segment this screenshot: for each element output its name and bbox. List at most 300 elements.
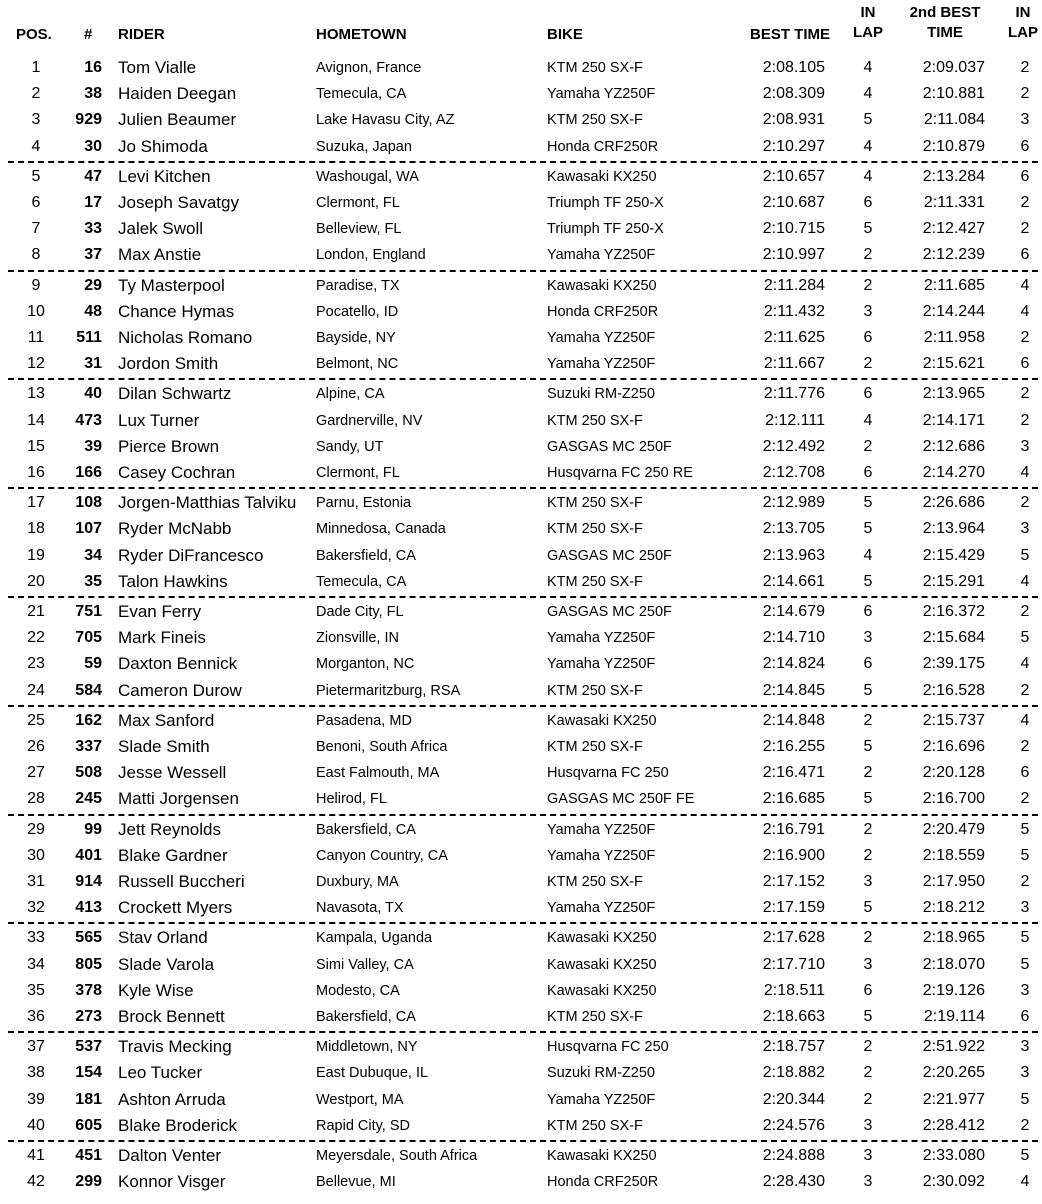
- cell-best-time: 2:13.705: [762, 520, 825, 538]
- cell-in-lap: 5: [863, 220, 873, 238]
- cell-hometown: Benoni, South Africa: [316, 738, 448, 755]
- cell-hometown: Temecula, CA: [316, 86, 407, 103]
- group-divider: [8, 378, 1038, 380]
- cell-bike: Yamaha YZ250F: [547, 847, 656, 864]
- cell-best-time: 2:24.888: [762, 1147, 825, 1164]
- cell-in-lap: 2: [863, 1038, 873, 1056]
- cell-number: 337: [75, 737, 102, 755]
- cell-in-lap: 2: [863, 246, 873, 264]
- cell-hometown: Pietermaritzburg, RSA: [316, 682, 461, 699]
- cell-number: 508: [75, 764, 102, 782]
- cell-rider: Nicholas Romano: [118, 327, 253, 347]
- table-row: [0, 708, 1042, 734]
- cell-second-in-lap: 3: [1020, 1038, 1030, 1056]
- group-divider: [8, 270, 1038, 272]
- cell-position: 26: [27, 737, 45, 755]
- cell-second-in-lap: 5: [1020, 629, 1030, 647]
- table-row: [0, 408, 1042, 434]
- cell-bike: KTM 250 SX-F: [547, 60, 643, 76]
- table-row: [0, 817, 1042, 843]
- table-row: [0, 460, 1042, 486]
- cell-number: 166: [75, 463, 102, 481]
- cell-second-in-lap: 2: [1020, 790, 1030, 808]
- cell-second-in-lap: 4: [1020, 302, 1030, 320]
- cell-rider: Tom Vialle: [118, 58, 197, 77]
- cell-second-best-time: 2:13.964: [922, 520, 985, 538]
- cell-position: 23: [27, 655, 45, 673]
- cell-best-time: 2:18.757: [762, 1038, 825, 1056]
- cell-hometown: Belleview, FL: [316, 221, 402, 238]
- cell-number: 299: [75, 1173, 102, 1191]
- cell-in-lap: 4: [863, 85, 873, 103]
- cell-best-time: 2:17.152: [762, 872, 825, 890]
- cell-in-lap: 3: [863, 872, 873, 890]
- cell-rider: Haiden Deegan: [118, 84, 237, 104]
- cell-hometown: Canyon Country, CA: [316, 847, 448, 864]
- cell-in-lap: 5: [863, 520, 873, 538]
- table-row: [0, 273, 1042, 299]
- cell-number: 245: [75, 790, 102, 808]
- cell-hometown: Bakersfield, CA: [316, 821, 416, 838]
- cell-second-in-lap: 3: [1020, 520, 1030, 538]
- cell-second-best-time: 2:11.685: [923, 276, 985, 294]
- cell-number: 565: [75, 929, 102, 947]
- cell-second-best-time: 2:13.284: [922, 167, 985, 185]
- cell-rider: Ryder McNabb: [118, 519, 232, 539]
- cell-second-best-time: 2:18.070: [922, 955, 985, 973]
- table-row: [0, 1143, 1042, 1169]
- cell-second-in-lap: 2: [1020, 328, 1030, 346]
- cell-rider: Levi Kitchen: [118, 166, 211, 186]
- cell-rider: Pierce Brown: [118, 436, 220, 456]
- table-row: [0, 543, 1042, 569]
- group-divider: [8, 1140, 1038, 1142]
- cell-best-time: 2:17.710: [762, 955, 825, 973]
- cell-rider: Jordon Smith: [118, 354, 219, 374]
- cell-bike: Suzuki RM-Z250: [547, 1065, 655, 1082]
- cell-position: 27: [27, 764, 45, 782]
- cell-best-time: 2:10.687: [762, 193, 825, 211]
- cell-number: 511: [76, 328, 102, 346]
- cell-best-time: 2:10.297: [762, 137, 825, 155]
- row-group: [0, 817, 1042, 922]
- cell-second-best-time: 2:28.412: [922, 1116, 985, 1134]
- cell-in-lap: 2: [863, 929, 873, 947]
- cell-hometown: Duxbury, MA: [316, 873, 399, 890]
- cell-best-time: 2:16.900: [762, 846, 825, 864]
- cell-number: 30: [84, 137, 102, 155]
- cell-rider: Jo Shimoda: [118, 136, 208, 156]
- cell-bike: Kawasaki KX250: [547, 712, 657, 729]
- cell-hometown: Gardnerville, NV: [316, 412, 423, 429]
- cell-second-best-time: 2:10.879: [922, 137, 985, 155]
- cell-bike: GASGAS MC 250F: [547, 438, 672, 455]
- cell-bike: KTM 250 SX-F: [547, 738, 643, 755]
- cell-in-lap: 6: [863, 328, 873, 346]
- cell-second-best-time: 2:51.922: [922, 1038, 985, 1056]
- cell-bike: KTM 250 SX-F: [547, 495, 643, 512]
- cell-in-lap: 6: [863, 655, 873, 673]
- cell-hometown: Bayside, NY: [316, 329, 396, 346]
- cell-position: 42: [27, 1173, 45, 1191]
- cell-number: 451: [75, 1147, 102, 1164]
- cell-rider: Talon Hawkins: [118, 571, 228, 591]
- header-rider: RIDER: [118, 26, 165, 43]
- cell-in-lap: 5: [863, 1007, 873, 1025]
- cell-second-in-lap: 4: [1020, 655, 1030, 673]
- cell-rider: Julien Beaumer: [118, 110, 237, 130]
- cell-rider: Konnor Visger: [118, 1172, 226, 1192]
- cell-in-lap: 4: [863, 411, 873, 429]
- cell-number: 99: [84, 820, 102, 838]
- cell-bike: Yamaha YZ250F: [547, 1091, 656, 1108]
- row-group: [0, 55, 1042, 160]
- cell-second-best-time: 2:17.950: [922, 872, 985, 890]
- table-row: [0, 734, 1042, 760]
- group-divider: [8, 161, 1038, 163]
- table-row: [0, 1087, 1042, 1113]
- cell-in-lap: 2: [863, 276, 873, 294]
- table-row: [0, 325, 1042, 351]
- cell-hometown: Bakersfield, CA: [316, 1008, 416, 1025]
- table-row: [0, 1004, 1042, 1030]
- cell-hometown: Zionsville, IN: [316, 630, 399, 647]
- cell-rider: Brock Bennett: [118, 1006, 225, 1026]
- cell-bike: Yamaha YZ250F: [547, 356, 656, 373]
- table-row: [0, 216, 1042, 242]
- cell-rider: Casey Cochran: [118, 462, 236, 482]
- header-in-lap-1-top: IN: [860, 4, 876, 21]
- cell-best-time: 2:18.511: [763, 981, 825, 999]
- table-row: [0, 599, 1042, 625]
- cell-second-best-time: 2:14.171: [922, 411, 985, 429]
- cell-second-best-time: 2:30.092: [922, 1173, 985, 1191]
- cell-best-time: 2:18.882: [762, 1064, 825, 1082]
- cell-rider: Ryder DiFrancesco: [118, 545, 264, 565]
- cell-in-lap: 5: [863, 737, 873, 755]
- cell-in-lap: 6: [863, 981, 873, 999]
- cell-number: 107: [75, 520, 102, 538]
- cell-bike: Honda CRF250R: [547, 303, 659, 320]
- table-row: [0, 190, 1042, 216]
- cell-best-time: 2:14.679: [762, 603, 825, 620]
- cell-second-in-lap: 5: [1020, 1147, 1030, 1164]
- cell-best-time: 2:16.255: [762, 737, 825, 755]
- row-group: [0, 273, 1042, 378]
- cell-second-in-lap: 5: [1020, 846, 1030, 864]
- cell-number: 48: [84, 302, 102, 320]
- cell-position: 1: [31, 59, 41, 76]
- cell-second-in-lap: 2: [1020, 411, 1030, 429]
- cell-second-best-time: 2:09.037: [922, 59, 985, 76]
- cell-best-time: 2:14.824: [762, 655, 825, 673]
- cell-best-time: 2:14.661: [762, 572, 825, 590]
- cell-number: 154: [75, 1064, 102, 1082]
- group-divider: [8, 922, 1038, 924]
- cell-rider: Slade Varola: [118, 954, 215, 974]
- table-row: [0, 242, 1042, 268]
- cell-hometown: Meyersdale, South Africa: [316, 1148, 478, 1164]
- cell-rider: Jorgen-Matthias Talviku: [118, 493, 297, 513]
- cell-in-lap: 3: [863, 1173, 873, 1191]
- cell-best-time: 2:08.931: [762, 111, 825, 129]
- group-divider: [8, 596, 1038, 598]
- cell-best-time: 2:10.997: [762, 246, 825, 264]
- cell-best-time: 2:10.657: [762, 167, 825, 185]
- cell-position: 33: [27, 929, 45, 947]
- cell-best-time: 2:11.667: [763, 355, 825, 373]
- cell-position: 28: [27, 790, 45, 808]
- cell-hometown: Rapid City, SD: [316, 1117, 411, 1134]
- cell-bike: GASGAS MC 250F: [547, 604, 672, 620]
- table-row: [0, 516, 1042, 542]
- table-row: [0, 299, 1042, 325]
- cell-second-in-lap: 5: [1020, 1090, 1030, 1108]
- cell-hometown: Bakersfield, CA: [316, 547, 416, 564]
- cell-position: 22: [27, 629, 45, 647]
- cell-hometown: Parnu, Estonia: [316, 495, 412, 512]
- cell-second-in-lap: 5: [1020, 546, 1030, 564]
- cell-best-time: 2:16.685: [762, 790, 825, 808]
- cell-position: 9: [31, 276, 41, 294]
- cell-hometown: Belmont, NC: [316, 356, 399, 373]
- cell-in-lap: 6: [863, 193, 873, 211]
- cell-second-in-lap: 4: [1020, 276, 1030, 294]
- cell-in-lap: 4: [863, 546, 873, 564]
- cell-second-in-lap: 6: [1020, 1007, 1030, 1025]
- cell-rider: Russell Buccheri: [118, 871, 245, 891]
- cell-position: 39: [27, 1090, 45, 1108]
- cell-in-lap: 2: [863, 437, 873, 455]
- cell-second-best-time: 2:16.528: [922, 681, 985, 699]
- cell-second-in-lap: 2: [1020, 220, 1030, 238]
- cell-rider: Kyle Wise: [118, 980, 194, 1000]
- cell-in-lap: 5: [863, 790, 873, 808]
- cell-best-time: 2:20.344: [762, 1090, 825, 1108]
- cell-second-in-lap: 3: [1020, 899, 1030, 917]
- cell-position: 18: [27, 520, 45, 538]
- cell-bike: Yamaha YZ250F: [547, 329, 656, 346]
- cell-position: 15: [27, 437, 45, 455]
- cell-hometown: Paradise, TX: [316, 277, 400, 294]
- cell-bike: Kawasaki KX250: [547, 930, 657, 947]
- cell-position: 11: [27, 328, 45, 346]
- table-row: [0, 81, 1042, 107]
- header-second-best-bottom: TIME: [927, 24, 963, 41]
- cell-best-time: 2:17.159: [762, 899, 825, 917]
- cell-bike: KTM 250 SX-F: [547, 573, 643, 590]
- cell-second-in-lap: 2: [1020, 385, 1030, 403]
- cell-bike: KTM 250 SX-F: [547, 412, 643, 429]
- cell-rider: Dilan Schwartz: [118, 384, 232, 404]
- cell-second-best-time: 2:21.977: [922, 1090, 985, 1108]
- header-bike: BIKE: [547, 26, 583, 43]
- cell-rider: Max Anstie: [118, 245, 202, 265]
- cell-bike: Husqvarna FC 250: [547, 765, 669, 782]
- cell-bike: Yamaha YZ250F: [547, 821, 656, 838]
- cell-in-lap: 2: [863, 1064, 873, 1082]
- cell-in-lap: 5: [863, 111, 873, 129]
- cell-position: 14: [27, 411, 45, 429]
- cell-number: 38: [84, 85, 102, 103]
- cell-in-lap: 3: [863, 955, 873, 973]
- table-row: [0, 107, 1042, 133]
- cell-in-lap: 2: [863, 764, 873, 782]
- cell-in-lap: 2: [863, 1090, 873, 1108]
- cell-position: 3: [31, 111, 41, 129]
- cell-rider: Chance Hymas: [118, 301, 235, 321]
- cell-position: 37: [27, 1038, 45, 1056]
- row-group: [0, 164, 1042, 269]
- row-group: [0, 708, 1042, 813]
- cell-best-time: 2:18.663: [762, 1007, 825, 1025]
- cell-hometown: Morganton, NC: [316, 656, 415, 673]
- cell-number: 751: [75, 603, 102, 620]
- cell-second-in-lap: 2: [1020, 494, 1030, 512]
- cell-position: 2: [31, 85, 41, 103]
- cell-best-time: 2:11.776: [763, 385, 825, 403]
- cell-bike: Yamaha YZ250F: [547, 900, 656, 917]
- group-divider: [8, 705, 1038, 707]
- cell-best-time: 2:11.625: [763, 328, 825, 346]
- table-row: [0, 434, 1042, 460]
- cell-bike: Yamaha YZ250F: [547, 247, 656, 264]
- cell-position: 5: [31, 167, 41, 185]
- cell-number: 17: [84, 193, 102, 211]
- cell-in-lap: 3: [863, 1116, 873, 1134]
- cell-in-lap: 2: [863, 820, 873, 838]
- cell-second-best-time: 2:18.559: [922, 846, 985, 864]
- cell-hometown: Navasota, TX: [316, 900, 404, 917]
- cell-best-time: 2:08.105: [762, 59, 825, 76]
- cell-rider: Ty Masterpool: [118, 275, 225, 295]
- cell-second-in-lap: 2: [1020, 59, 1030, 76]
- table-row: [0, 952, 1042, 978]
- cell-number: 273: [75, 1007, 102, 1025]
- cell-hometown: East Falmouth, MA: [316, 765, 440, 782]
- cell-bike: Kawasaki KX250: [547, 956, 657, 973]
- cell-hometown: Pocatello, ID: [316, 303, 399, 320]
- table-row: [0, 490, 1042, 516]
- cell-second-best-time: 2:13.965: [922, 385, 985, 403]
- cell-hometown: Minnedosa, Canada: [316, 521, 446, 538]
- cell-second-in-lap: 3: [1020, 981, 1030, 999]
- cell-bike: Triumph TF 250-X: [547, 194, 664, 211]
- cell-best-time: 2:17.628: [762, 929, 825, 947]
- cell-second-best-time: 2:11.958: [923, 328, 985, 346]
- cell-best-time: 2:14.848: [762, 711, 825, 729]
- table-row: [0, 678, 1042, 704]
- cell-number: 401: [75, 846, 102, 864]
- cell-bike: GASGAS MC 250F FE: [547, 791, 695, 808]
- cell-number: 914: [75, 872, 102, 890]
- cell-position: 17: [27, 494, 45, 512]
- cell-rider: Stav Orland: [118, 928, 208, 948]
- cell-rider: Daxton Bennick: [118, 654, 238, 674]
- cell-best-time: 2:08.309: [762, 85, 825, 103]
- cell-best-time: 2:14.710: [762, 629, 825, 647]
- cell-second-best-time: 2:20.128: [922, 764, 985, 782]
- cell-rider: Slade Smith: [118, 736, 210, 756]
- cell-bike: Kawasaki KX250: [547, 168, 657, 185]
- header-in-lap-2-top: IN: [1015, 4, 1031, 21]
- cell-position: 4: [31, 137, 41, 155]
- cell-best-time: 2:13.963: [762, 546, 825, 564]
- table-row: [0, 869, 1042, 895]
- cell-rider: Lux Turner: [118, 410, 200, 430]
- cell-second-best-time: 2:14.270: [922, 463, 985, 481]
- cell-number: 59: [84, 655, 102, 673]
- cell-second-best-time: 2:11.331: [923, 193, 985, 211]
- group-divider: [8, 814, 1038, 816]
- cell-position: 8: [31, 246, 41, 264]
- cell-best-time: 2:14.845: [762, 681, 825, 699]
- cell-bike: KTM 250 SX-F: [547, 1008, 643, 1025]
- cell-position: 20: [27, 572, 45, 590]
- cell-second-best-time: 2:12.686: [922, 437, 985, 455]
- cell-in-lap: 2: [863, 711, 873, 729]
- cell-hometown: Helirod, FL: [316, 791, 387, 808]
- cell-hometown: Dade City, FL: [316, 604, 404, 620]
- table-row: [0, 978, 1042, 1004]
- cell-bike: Triumph TF 250-X: [547, 221, 664, 238]
- cell-rider: Blake Gardner: [118, 845, 228, 865]
- cell-bike: Honda CRF250R: [547, 1174, 659, 1191]
- cell-bike: KTM 250 SX-F: [547, 521, 643, 538]
- cell-second-in-lap: 2: [1020, 1116, 1030, 1134]
- cell-rider: Max Sanford: [118, 710, 215, 730]
- cell-number: 29: [84, 276, 102, 294]
- cell-number: 584: [75, 681, 102, 699]
- cell-second-best-time: 2:12.239: [922, 246, 985, 264]
- cell-second-in-lap: 2: [1020, 872, 1030, 890]
- cell-bike: Kawasaki KX250: [547, 277, 657, 294]
- cell-bike: KTM 250 SX-F: [547, 682, 643, 699]
- cell-hometown: Temecula, CA: [316, 573, 407, 590]
- cell-rider: Joseph Savatgy: [118, 192, 239, 212]
- cell-bike: KTM 250 SX-F: [547, 112, 643, 129]
- cell-position: 10: [27, 302, 45, 320]
- cell-in-lap: 6: [863, 603, 873, 620]
- cell-number: 39: [84, 437, 102, 455]
- cell-in-lap: 6: [863, 463, 873, 481]
- cell-second-best-time: 2:19.114: [923, 1007, 985, 1025]
- cell-in-lap: 3: [863, 1147, 873, 1164]
- cell-second-best-time: 2:33.080: [922, 1147, 985, 1164]
- cell-number: 33: [84, 220, 102, 238]
- cell-bike: Yamaha YZ250F: [547, 630, 656, 647]
- cell-rider: Travis Mecking: [118, 1037, 232, 1057]
- cell-second-best-time: 2:10.881: [922, 85, 985, 103]
- cell-second-best-time: 2:12.427: [922, 220, 985, 238]
- cell-position: 38: [27, 1064, 45, 1082]
- cell-position: 21: [27, 603, 45, 620]
- cell-second-best-time: 2:16.372: [922, 603, 985, 620]
- cell-position: 32: [27, 899, 45, 917]
- cell-in-lap: 5: [863, 572, 873, 590]
- cell-hometown: Simi Valley, CA: [316, 956, 414, 973]
- cell-number: 605: [75, 1116, 102, 1134]
- cell-second-in-lap: 6: [1020, 764, 1030, 782]
- cell-second-best-time: 2:15.291: [922, 572, 985, 590]
- cell-number: 47: [84, 167, 102, 185]
- cell-second-in-lap: 6: [1020, 246, 1030, 264]
- cell-second-in-lap: 5: [1020, 820, 1030, 838]
- table-row: [0, 1113, 1042, 1139]
- header-in-lap-2-bottom: LAP: [1008, 24, 1038, 41]
- table-row: [0, 1034, 1042, 1060]
- cell-second-in-lap: 2: [1020, 681, 1030, 699]
